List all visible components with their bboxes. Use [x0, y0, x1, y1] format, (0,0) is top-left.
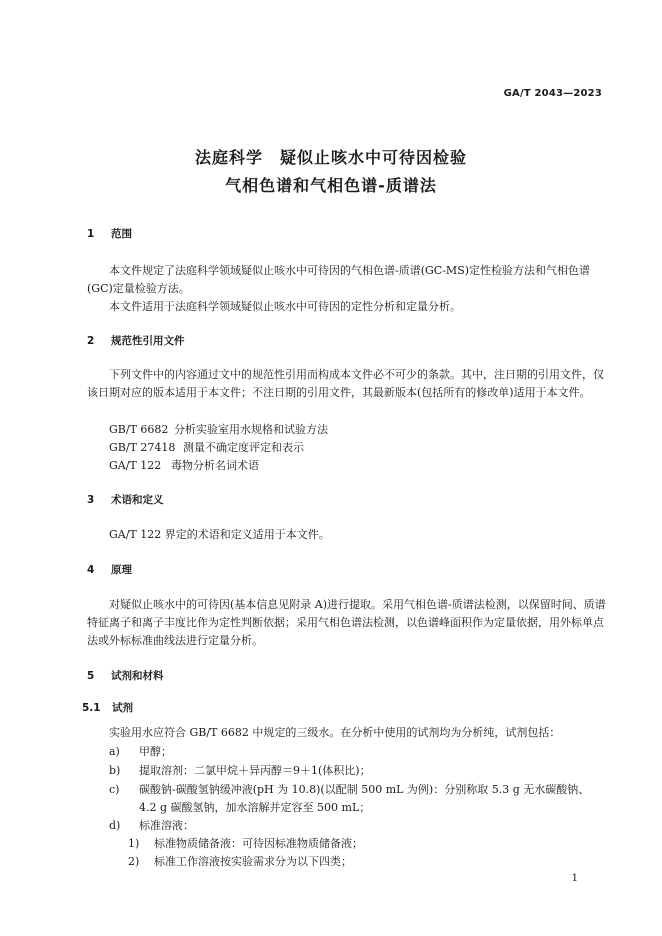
list-text: 标准溶液： [139, 819, 194, 832]
section-number: 4 [87, 564, 95, 576]
section-title: 原理 [111, 564, 132, 576]
standard-number: GA/T 2043—2023 [503, 88, 602, 99]
document-title-line-2: 气相色谱和气相色谱-质谱法 [225, 176, 437, 195]
list-marker: d) [109, 819, 121, 832]
section-2-paragraph-1: 下列文件中的内容通过文中的规范性引用而构成本文件必不可少的条款。其中，注日期的引用文件，仅该日期对应的版本适用于本文件；不注日期的引用文件，其最新版本(包括所有的修改单)适用于本文件。 [87, 368, 604, 399]
section-title: 试剂和材料 [111, 670, 164, 682]
reference-title: 毒物分析名词术语 [171, 459, 259, 472]
subsection-number: 5.1 [82, 702, 101, 714]
reference-code: GB/T 6682 [109, 423, 169, 436]
section-3-heading [87, 492, 164, 507]
section-title: 规范性引用文件 [111, 335, 185, 347]
reference-item [109, 439, 304, 455]
list-item-continuation: 4.2 g 碳酸氢钠，加水溶解并定容至 500 mL； [139, 801, 371, 814]
reference-item [109, 421, 328, 437]
list-item [109, 743, 172, 759]
reference-code: GB/T 27418 [109, 441, 176, 454]
list-item [109, 817, 194, 833]
sub-list-item [128, 853, 352, 869]
section-title: 范围 [111, 228, 132, 240]
list-item [109, 781, 589, 797]
list-marker: 1) [128, 837, 140, 850]
list-text: 碳酸钠-碳酸氢钠缓冲液(pH 为 10.8)(以配制 500 mL 为例)：分别称取 5.3 g 无水碳酸钠、 [139, 783, 590, 796]
list-text: 甲醇； [139, 745, 172, 758]
list-marker: c) [109, 783, 120, 796]
section-1-heading [87, 226, 132, 241]
section-number: 2 [87, 335, 95, 347]
list-text: 标准物质储备液：可待因标准物质储备液； [154, 837, 363, 850]
list-marker: a) [109, 745, 120, 758]
document-title-line-1: 法庭科学 疑似止咳水中可待因检验 [194, 148, 467, 167]
list-text: 标准工作溶液按实验需求分为以下四类； [154, 855, 352, 868]
subsection-title: 试剂 [112, 702, 133, 714]
section-4-paragraph-1: 对疑似止咳水中的可待因(基本信息见附录 A)进行提取。采用气相色谱-质谱法检测，以保留时间、质谱特征离子和离子丰度比作为定性判断依据；采用气相色谱法检测，以色谱峰面积作为定量依据，用外标单点法或外标标准曲线法进行定量分析。 [87, 598, 606, 647]
subsection-5-1-heading [82, 700, 133, 715]
list-text: 提取溶剂：二氯甲烷＋异丙醇＝9＋1(体积比)； [139, 764, 371, 777]
list-marker: 2) [128, 855, 140, 868]
list-marker: b) [109, 764, 121, 777]
section-number: 5 [87, 670, 95, 682]
section-number: 1 [87, 228, 95, 240]
page-number: 1 [571, 873, 578, 884]
list-item [109, 762, 371, 778]
section-1-paragraph-1: 本文件规定了法庭科学领域疑似止咳水中可待因的气相色谱-质谱(GC-MS)定性检验方法和气相色谱(GC)定量检验方法。 [87, 264, 591, 295]
section-2-heading [87, 333, 185, 348]
reference-title: 测量不确定度评定和表示 [183, 441, 304, 454]
subsection-5-1-paragraph-1: 实验用水应符合 GB/T 6682 中规定的三级水。在分析中使用的试剂均为分析纯，试剂包括： [109, 726, 561, 739]
section-3-paragraph-1: GA/T 122 界定的术语和定义适用于本文件。 [109, 528, 330, 541]
reference-item [109, 457, 259, 473]
section-1-paragraph-2: 本文件适用于法庭科学领域疑似止咳水中可待因的定性分析和定量分析。 [109, 300, 461, 313]
sub-list-item [128, 835, 363, 851]
section-number: 3 [87, 494, 95, 506]
reference-title: 分析实验室用水规格和试验方法 [174, 423, 328, 436]
section-5-heading [87, 668, 164, 683]
section-title: 术语和定义 [111, 494, 164, 506]
section-4-heading [87, 562, 132, 577]
reference-code: GA/T 122 [109, 459, 162, 472]
